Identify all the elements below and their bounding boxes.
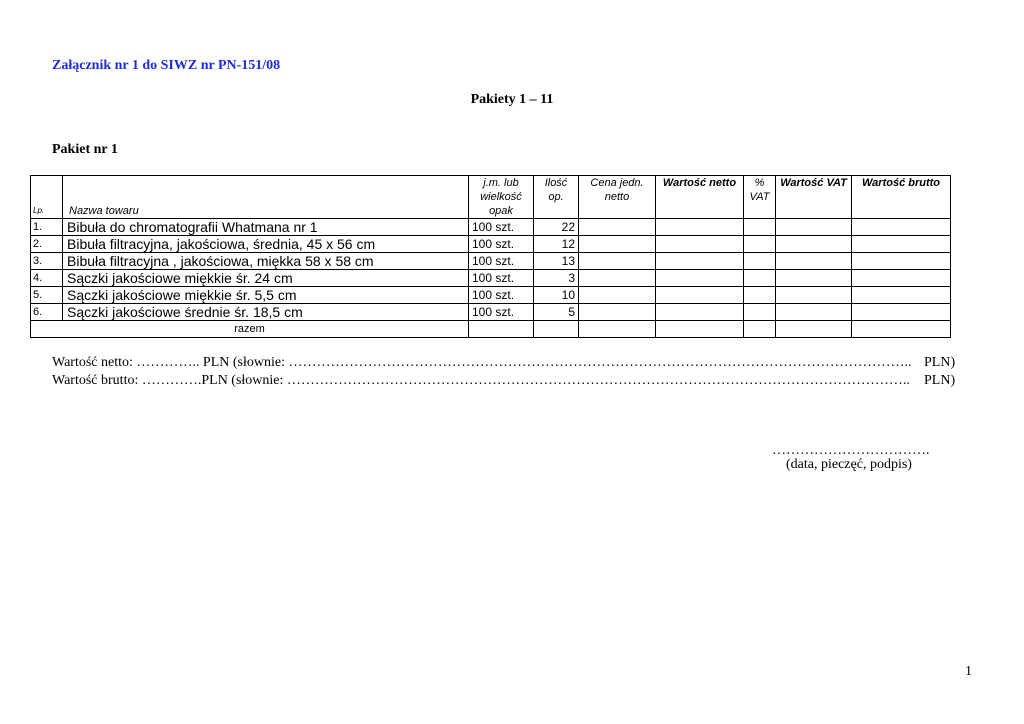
cell-vat-value <box>776 236 852 253</box>
cell-qty: 22 <box>534 219 579 236</box>
total-label: razem <box>31 321 469 338</box>
cell-unit-price <box>579 304 656 321</box>
cell-name: Bibuła filtracyjna , jakościowa, miękka 58 x 58 cm <box>63 253 469 270</box>
cell-net-value <box>656 219 744 236</box>
total-cell-qty <box>534 321 579 338</box>
header-vat-percent: % VAT <box>744 176 776 219</box>
cell-net-value <box>656 270 744 287</box>
items-table <box>30 175 951 338</box>
total-cell-unit-price <box>579 321 656 338</box>
attachment-title: Załącznik nr 1 do SIWZ nr PN-151/08 <box>52 58 281 73</box>
table-row <box>31 219 951 236</box>
cell-vat-percent <box>744 253 776 270</box>
cell-qty: 10 <box>534 287 579 304</box>
cell-unit-price <box>579 253 656 270</box>
total-cell-gross-value <box>852 321 951 338</box>
signature-dots: ……………………………. <box>772 443 930 458</box>
cell-vat-value <box>776 270 852 287</box>
header-unit: j.m. lub wielkość opak <box>469 176 534 219</box>
cell-gross-value <box>852 236 951 253</box>
cell-net-value <box>656 287 744 304</box>
cell-lp: 5. <box>31 287 63 304</box>
total-cell-net-value <box>656 321 744 338</box>
cell-net-value <box>656 304 744 321</box>
table-row <box>31 304 951 321</box>
table-row <box>31 236 951 253</box>
cell-net-value <box>656 253 744 270</box>
cell-gross-value <box>852 304 951 321</box>
cell-name: Sączki jakościowe miękkie śr. 24 cm <box>63 270 469 287</box>
cell-net-value <box>656 236 744 253</box>
cell-name: Bibuła do chromatografii Whatmana nr 1 <box>63 219 469 236</box>
total-cell-vat-value <box>776 321 852 338</box>
table-row <box>31 253 951 270</box>
cell-qty: 12 <box>534 236 579 253</box>
package-heading: Pakiet nr 1 <box>52 142 118 157</box>
header-vat-value: Wartość VAT <box>776 176 852 219</box>
table-row <box>31 270 951 287</box>
net-value-line <box>52 355 956 371</box>
cell-unit-price <box>579 236 656 253</box>
cell-lp: 1. <box>31 219 63 236</box>
table-row <box>31 287 951 304</box>
cell-unit: 100 szt. <box>469 219 534 236</box>
cell-qty: 13 <box>534 253 579 270</box>
cell-vat-percent <box>744 219 776 236</box>
cell-vat-value <box>776 253 852 270</box>
total-cell-vat-percent <box>744 321 776 338</box>
cell-gross-value <box>852 253 951 270</box>
table-header-row <box>31 176 951 219</box>
cell-lp: 2. <box>31 236 63 253</box>
cell-unit-price <box>579 287 656 304</box>
gross-value-text: Wartość brutto: ………….PLN (słownie: …………………………………………………………………………………………………………………….. <box>52 373 910 388</box>
cell-gross-value <box>852 287 951 304</box>
cell-unit: 100 szt. <box>469 253 534 270</box>
header-net-value: Wartość netto <box>656 176 744 219</box>
cell-unit: 100 szt. <box>469 236 534 253</box>
page-number: 1 <box>965 664 972 679</box>
cell-gross-value <box>852 219 951 236</box>
total-cell-unit <box>469 321 534 338</box>
total-row <box>31 321 951 338</box>
header-name: Nazwa towaru <box>63 176 469 219</box>
cell-vat-percent <box>744 304 776 321</box>
cell-name: Bibuła filtracyjna, jakościowa, średnia, 45 x 56 cm <box>63 236 469 253</box>
header-lp: Lp. <box>31 176 63 219</box>
cell-vat-value <box>776 304 852 321</box>
packages-heading: Pakiety 1 – 11 <box>470 92 554 107</box>
cell-gross-value <box>852 270 951 287</box>
cell-qty: 3 <box>534 270 579 287</box>
cell-unit: 100 szt. <box>469 304 534 321</box>
signature-label: (data, pieczęć, podpis) <box>786 457 912 472</box>
cell-lp: 6. <box>31 304 63 321</box>
cell-unit-price <box>579 270 656 287</box>
header-gross-value: Wartość brutto <box>852 176 951 219</box>
cell-vat-value <box>776 219 852 236</box>
cell-qty: 5 <box>534 304 579 321</box>
net-value-text: Wartość netto: ………….. PLN (słownie: …………………………………………………………………………………………………………………….. <box>52 355 912 370</box>
net-value-end: PLN) <box>924 355 956 370</box>
cell-unit-price <box>579 219 656 236</box>
gross-value-end: PLN) <box>924 373 956 388</box>
cell-unit: 100 szt. <box>469 287 534 304</box>
cell-unit: 100 szt. <box>469 270 534 287</box>
cell-lp: 4. <box>31 270 63 287</box>
cell-lp: 3. <box>31 253 63 270</box>
header-unit-price: Cena jedn. netto <box>579 176 656 219</box>
gross-value-line <box>52 373 956 389</box>
header-qty: Ilość op. <box>534 176 579 219</box>
cell-vat-percent <box>744 270 776 287</box>
cell-vat-percent <box>744 287 776 304</box>
cell-vat-percent <box>744 236 776 253</box>
cell-vat-value <box>776 287 852 304</box>
cell-name: Sączki jakościowe miękkie śr. 5,5 cm <box>63 287 469 304</box>
cell-name: Sączki jakościowe średnie śr. 18,5 cm <box>63 304 469 321</box>
